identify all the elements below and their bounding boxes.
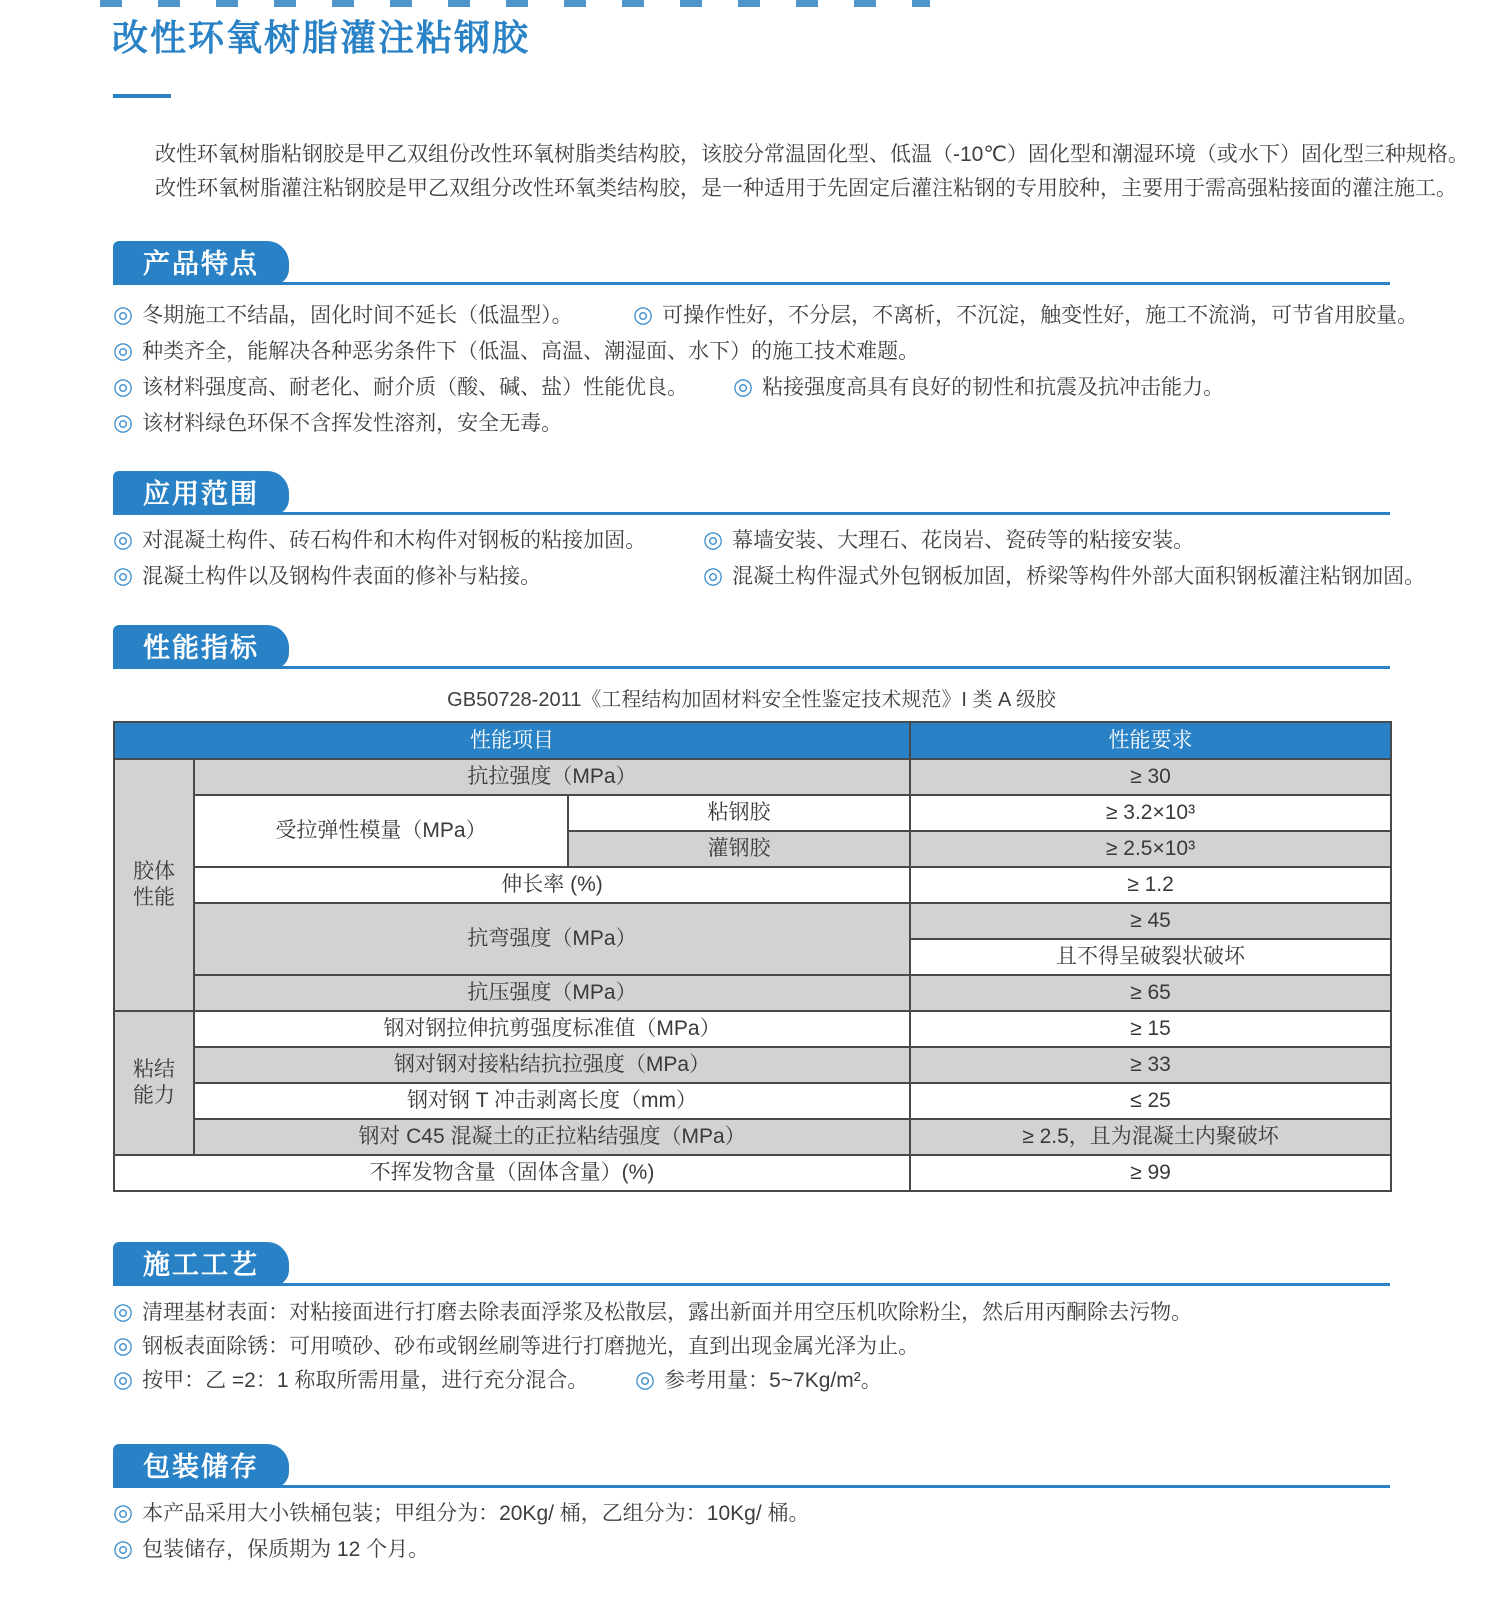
property-cell: 不挥发物含量（固体含量）(%) — [114, 1155, 910, 1191]
section-header-line — [113, 666, 1390, 669]
bullet-icon: ◎ — [703, 525, 724, 552]
list-item — [113, 335, 919, 365]
property-cell: 受拉弹性模量（MPa） — [194, 795, 568, 867]
list-item — [113, 1364, 588, 1394]
bullet-icon: ◎ — [113, 300, 134, 327]
list-item — [635, 1362, 882, 1396]
packaging-row — [113, 1494, 1390, 1530]
bullet-icon: ◎ — [113, 525, 134, 552]
table-row — [114, 1047, 1391, 1083]
intro-line: 改性环氧树脂粘钢胶是甲乙双组份改性环氧树脂类结构胶，该胶分常温固化型、低温（-10℃）固化型和潮湿环境（或水下）固化型三种规格。 — [155, 143, 1469, 166]
section-tab: 产品特点 — [113, 241, 289, 285]
requirement-cell: ≥ 65 — [910, 975, 1391, 1011]
section-performance — [113, 622, 1390, 1192]
section-tab: 应用范围 — [113, 471, 289, 515]
bullet-icon: ◎ — [113, 1331, 134, 1358]
section-header-line — [113, 512, 1390, 515]
intro-paragraphs — [113, 138, 1469, 206]
list-item — [113, 1497, 810, 1527]
section-application — [113, 468, 1426, 593]
list-item — [113, 371, 688, 401]
list-item — [703, 557, 1425, 593]
process-text: 钢板表面除锈：可用喷砂、砂布或钢丝刷等进行打磨抛光，直到出现金属光泽为止。 — [142, 1335, 920, 1358]
column-header-project: 性能项目 — [114, 722, 910, 759]
application-text: 对混凝土构件、砖石构件和木构件对钢板的粘接加固。 — [142, 529, 647, 552]
property-cell: 抗压强度（MPa） — [194, 975, 910, 1011]
requirement-cell: ≥ 3.2×10³ — [910, 795, 1391, 831]
list-item — [113, 560, 541, 590]
property-cell: 伸长率 (%) — [194, 867, 910, 903]
section-header — [113, 1239, 1390, 1286]
section-header — [113, 238, 1390, 285]
requirement-cell: ≥ 2.5×10³ — [910, 831, 1391, 867]
bullet-icon: ◎ — [633, 300, 654, 327]
feature-text: 粘接强度高具有良好的韧性和抗震及抗冲击能力。 — [762, 376, 1225, 399]
table-caption: GB50728-2011《工程结构加固材料安全性鉴定技术规范》I 类 A 级胶 — [447, 689, 1056, 711]
requirement-cell: ≥ 1.2 — [910, 867, 1391, 903]
feature-row — [113, 368, 1390, 404]
feature-text: 可操作性好，不分层，不离析，不沉淀，触变性好，施工不流淌，可节省用胶量。 — [662, 304, 1419, 327]
packaging-row — [113, 1530, 1390, 1566]
bullet-icon: ◎ — [113, 1498, 134, 1525]
feature-text: 冬期施工不结晶，固化时间不延长（低温型）。 — [142, 304, 573, 327]
table-header-row — [114, 722, 1391, 759]
requirement-cell: ≥ 99 — [910, 1155, 1391, 1191]
section-header-line — [113, 1485, 1390, 1488]
process-text: 按甲：乙 =2：1 称取所需用量，进行充分混合。 — [142, 1369, 589, 1392]
application-text: 混凝土构件以及钢构件表面的修补与粘接。 — [142, 565, 542, 588]
requirement-cell: 且不得呈破裂状破坏 — [910, 939, 1391, 975]
packaging-text: 本产品采用大小铁桶包装；甲组分为：20Kg/ 桶，乙组分为：10Kg/ 桶。 — [142, 1502, 810, 1525]
process-row — [113, 1328, 1390, 1362]
bullet-icon: ◎ — [733, 372, 754, 399]
section-header — [113, 622, 1390, 669]
bullet-icon: ◎ — [113, 561, 134, 588]
table-row — [114, 1119, 1391, 1155]
group-cell: 胶体性能 — [114, 759, 194, 1011]
section-header-line — [113, 1283, 1390, 1286]
section-header-line — [113, 282, 1390, 285]
section-features — [113, 238, 1419, 440]
table-row — [114, 1155, 1391, 1191]
page-title: 改性环氧树脂灌注粘钢胶 — [112, 17, 531, 58]
clipped-top-artifact — [100, 0, 930, 7]
section-tab: 施工工艺 — [113, 1242, 289, 1286]
property-cell: 钢对钢对接粘结抗拉强度（MPa） — [194, 1047, 910, 1083]
bullet-icon: ◎ — [113, 1365, 134, 1392]
requirement-cell: ≥ 2.5，且为混凝土内聚破坏 — [910, 1119, 1391, 1155]
list-item — [113, 524, 646, 554]
property-cell: 钢对钢拉伸抗剪强度标准值（MPa） — [194, 1011, 910, 1047]
application-text: 混凝土构件湿式外包钢板加固，桥梁等构件外部大面积钢板灌注粘钢加固。 — [732, 565, 1426, 588]
process-text: 清理基材表面：对粘接面进行打磨去除表面浮浆及松散层，露出新面并用空压机吹除粉尘，然后用丙酮除去污物。 — [142, 1301, 1193, 1324]
group-cell: 粘结能力 — [114, 1011, 194, 1155]
process-text: 参考用量：5~7Kg/m²。 — [664, 1369, 882, 1392]
section-header — [113, 1441, 1390, 1488]
feature-row — [113, 332, 1390, 368]
feature-row — [113, 404, 1390, 440]
requirement-cell: ≥ 15 — [910, 1011, 1391, 1047]
bullet-icon: ◎ — [635, 1365, 656, 1392]
table-row — [114, 975, 1391, 1011]
table-row — [114, 795, 1391, 831]
section-tab: 包装储存 — [113, 1444, 289, 1488]
section-process — [113, 1239, 1390, 1396]
list-item — [113, 1296, 1192, 1326]
list-item — [733, 368, 1224, 404]
section-header — [113, 468, 1390, 515]
bullet-icon: ◎ — [113, 336, 134, 363]
bullet-icon: ◎ — [113, 1297, 134, 1324]
intro-line: 改性环氧树脂灌注粘钢胶是甲乙双组分改性环氧类结构胶，是一种适用于先固定后灌注粘钢的专用胶种，主要用于需高强粘接面的灌注施工。 — [155, 177, 1457, 200]
property-cell: 抗弯强度（MPa） — [194, 903, 910, 975]
property-cell: 钢对 C45 混凝土的正拉粘结强度（MPa） — [194, 1119, 910, 1155]
feature-text: 该材料绿色环保不含挥发性溶剂，安全无毒。 — [142, 412, 563, 435]
list-item — [113, 299, 573, 329]
list-item — [113, 1330, 919, 1360]
column-header-requirement: 性能要求 — [910, 722, 1391, 759]
bullet-icon: ◎ — [113, 1534, 134, 1561]
property-cell: 钢对钢 T 冲击剥离长度（mm） — [194, 1083, 910, 1119]
application-row — [113, 521, 1390, 557]
bullet-icon: ◎ — [113, 408, 134, 435]
list-item — [703, 521, 1194, 557]
requirement-cell: ≥ 33 — [910, 1047, 1391, 1083]
application-text: 幕墙安装、大理石、花岗岩、瓷砖等的粘接安装。 — [732, 529, 1195, 552]
sub-property-cell: 粘钢胶 — [568, 795, 910, 831]
table-row — [114, 1083, 1391, 1119]
section-tab: 性能指标 — [113, 625, 289, 669]
table-row — [114, 903, 1391, 939]
list-item — [113, 1533, 429, 1563]
sub-property-cell: 灌钢胶 — [568, 831, 910, 867]
process-row — [113, 1362, 1390, 1396]
property-cell: 抗拉强度（MPa） — [194, 759, 910, 795]
requirement-cell: ≤ 25 — [910, 1083, 1391, 1119]
requirement-cell: ≥ 30 — [910, 759, 1391, 795]
performance-table — [113, 721, 1392, 1192]
bullet-icon: ◎ — [703, 561, 724, 588]
table-row — [114, 1011, 1391, 1047]
feature-row — [113, 296, 1419, 332]
list-item — [633, 296, 1418, 332]
table-row — [114, 867, 1391, 903]
list-item — [113, 407, 562, 437]
application-row — [113, 557, 1426, 593]
process-row — [113, 1294, 1390, 1328]
feature-text: 该材料强度高、耐老化、耐介质（酸、碱、盐）性能优良。 — [142, 376, 689, 399]
title-underline — [113, 94, 171, 98]
section-packaging — [113, 1441, 1390, 1566]
bullet-icon: ◎ — [113, 372, 134, 399]
packaging-text: 包装储存，保质期为 12 个月。 — [142, 1538, 430, 1561]
table-row — [114, 759, 1391, 795]
feature-text: 种类齐全，能解决各种恶劣条件下（低温、高温、潮湿面、水下）的施工技术难题。 — [142, 340, 920, 363]
requirement-cell: ≥ 45 — [910, 903, 1391, 939]
